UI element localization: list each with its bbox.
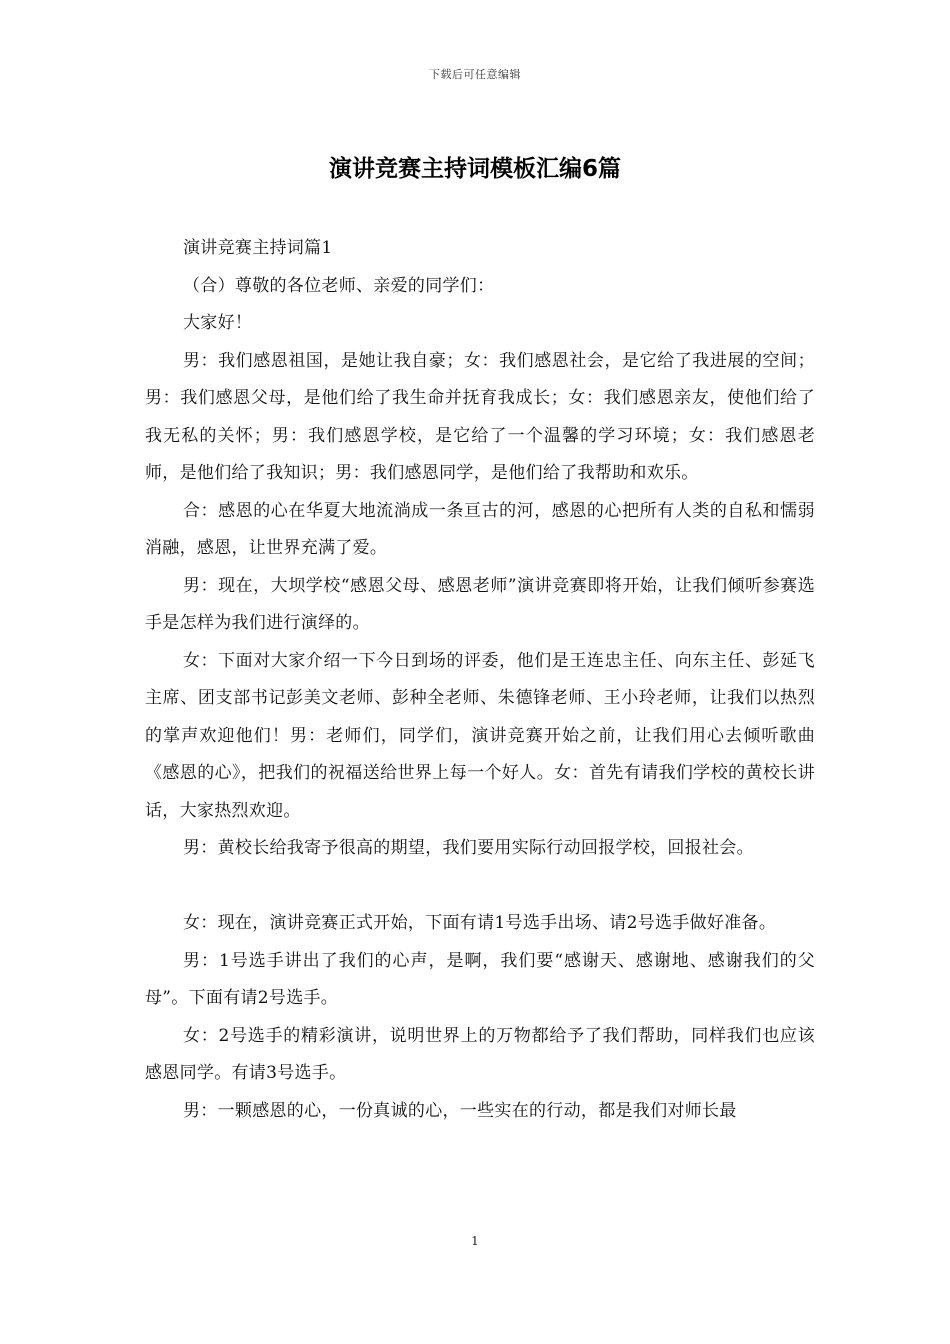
paragraph: 大家好！ xyxy=(183,313,253,333)
paragraph: 男：一颗感恩的心，一份真诚的心，一些实在的行动，都是我们对师长最 xyxy=(183,1100,737,1121)
paragraph: 男：现在，大坝学校“感恩父母、感恩老师”演讲竞赛即将开始，让我们倾听参赛选手是怎样为我们进行演绎的。 xyxy=(145,575,815,633)
paragraph: 女：下面对大家介绍一下今日到场的评委，他们是王连忠主任、向东主任、彭延飞主席、团支部书记彭美文老师、彭种全老师、朱德锋老师、王小玲老师，让我们以热烈的掌声欢迎他们！男：老师们，同学们，演讲竞赛开始之前，让我们用心去倾听歌曲《感恩的心》，把我们的祝福送给世界上每一个好人。女：首先有请我们学校的黄校长讲话，大家热烈欢迎。 xyxy=(145,650,815,821)
header-note: 下载后可任意编辑 xyxy=(429,68,521,81)
paragraph: 合：感恩的心在华夏大地流淌成一条亘古的河，感恩的心把所有人类的自私和懦弱消融，感恩，让世界充满了爱。 xyxy=(145,500,815,558)
page-number: 1 xyxy=(471,1234,479,1248)
paragraph: 男：黄校长给我寄予很高的期望，我们要用实际行动回报学校，回报社会。 xyxy=(183,838,754,858)
paragraph-gap xyxy=(145,868,815,906)
paragraph: （合）尊敬的各位老师、亲爱的同学们： xyxy=(183,275,495,296)
paragraph: 男：我们感恩祖国，是她让我自豪；女：我们感恩社会，是它给了我进展的空间；男：我们感恩父母，是他们给了我生命并抚育我成长；女：我们感恩亲友，使他们给了我无私的关怀；男：我们感恩学校，是它给了一个温馨的学习环境；女：我们感恩老师，是他们给了我知识；男：我们感恩同学，是他们给了我帮助和欢乐。 xyxy=(145,350,815,483)
paragraph: 女：现在，演讲竞赛正式开始，下面有请1号选手出场、请2号选手做好准备。 xyxy=(183,913,777,933)
section-heading: 演讲竞赛主持词篇1 xyxy=(183,238,333,258)
document-body xyxy=(145,230,815,1130)
paragraph: 女：2号选手的精彩演讲，说明世界上的万物都给予了我们帮助，同样我们也应该感恩同学。有请3号选手。 xyxy=(145,1025,815,1083)
document-title: 演讲竞赛主持词模板汇编6篇 xyxy=(328,156,621,182)
paragraph: 男：1号选手讲出了我们的心声，是啊，我们要“感谢天、感谢地、感谢我们的父母”。下面有请2号选手。 xyxy=(145,950,815,1008)
